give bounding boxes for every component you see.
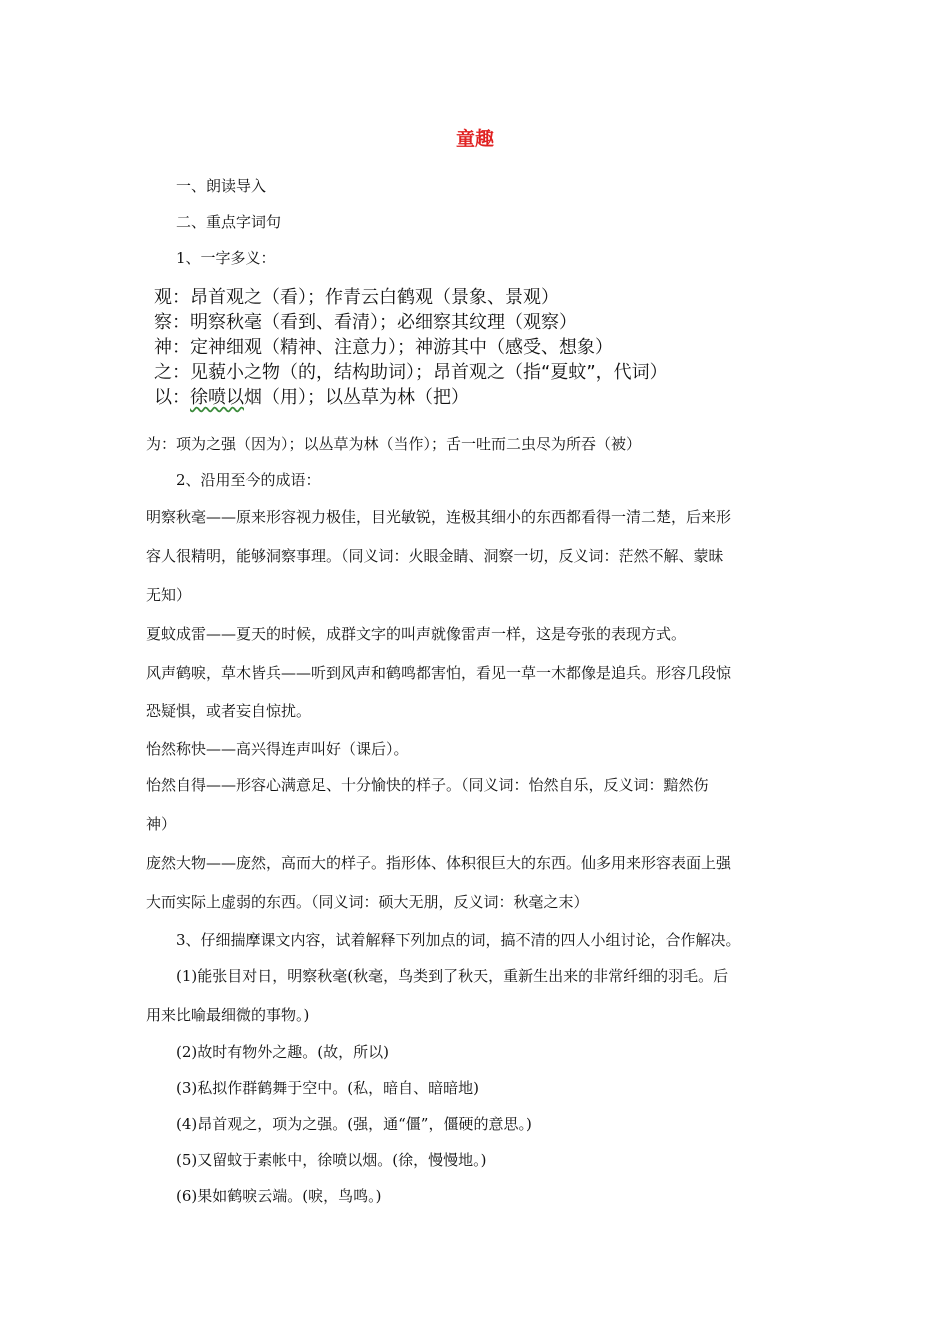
paragraph-line: 为：项为之强（因为）；以丛草为林（当作）；舌一吐而二虫尽为所吞（被） [146, 435, 642, 453]
subsection-heading: 3、仔细揣摩课文内容，试着解释下列加点的词，搞不清的四人小组讨论，合作解决。 [176, 931, 741, 949]
idiom-line: 怡然称快——高兴得连声叫好（课后）。 [146, 740, 409, 758]
exercise-line: (5)又留蚊于素帐中，徐喷以烟。(徐，慢慢地。) [176, 1151, 487, 1169]
section-heading: 二、重点字词句 [176, 213, 282, 231]
idiom-line: 神） [146, 815, 177, 833]
exercise-line: (4)昂首观之，项为之强。(强，通“僵”，僵硬的意思。) [176, 1115, 532, 1133]
polysemy-line: 之：见藐小之物（的，结构助词）；昂首观之（指“夏蚊”，代词） [154, 362, 668, 383]
idiom-line: 庞然大物——庞然，高而大的样子。指形体、体积很巨大的东西。仙多用来形容表面上强 [146, 854, 732, 872]
exercise-line: (1)能张目对日，明察秋毫(秋毫，鸟类到了秋天，重新生出来的非常纤细的羽毛。后 [176, 967, 729, 985]
spellcheck-underline: 徐喷以 [190, 387, 244, 408]
polysemy-line: 观：昂首观之（看）；作青云白鹤观（景象、景观） [154, 287, 559, 308]
idiom-line: 恐疑惧，或者妄自惊扰。 [146, 702, 312, 720]
idiom-line: 明察秋毫——原来形容视力极佳，目光敏锐，连极其细小的东西都看得一清二楚，后来形 [146, 508, 732, 526]
page-title: 童趣 [455, 128, 494, 150]
polysemy-line: 以：徐喷以烟（用）；以丛草为林（把） [154, 387, 469, 408]
polysemy-line: 神：定神细观（精神、注意力）；神游其中（感受、想象） [154, 337, 613, 358]
exercise-line: (2)故时有物外之趣。(故，所以) [176, 1043, 389, 1061]
exercise-line: (6)果如鹤唳云端。(唳，鸟鸣。) [176, 1187, 382, 1205]
idiom-line: 无知） [146, 586, 192, 604]
subsection-heading: 2、沿用至今的成语： [176, 471, 321, 489]
idiom-line: 风声鹤唳，草木皆兵——听到风声和鹤鸣都害怕，看见一草一木都像是追兵。形容几段惊 [146, 664, 732, 682]
idiom-line: 大而实际上虚弱的东西。（同义词：硕大无朋，反义词：秋毫之末） [146, 893, 589, 911]
subsection-heading: 1、一字多义： [176, 249, 276, 267]
exercise-line: 用来比喻最细微的事物。) [146, 1006, 310, 1024]
section-heading: 一、朗读导入 [176, 177, 267, 195]
idiom-line: 夏蚊成雷——夏天的时候，成群文字的叫声就像雷声一样，这是夸张的表现方式。 [146, 625, 687, 643]
idiom-line: 怡然自得——形容心满意足、十分愉快的样子。（同义词：怡然自乐，反义词：黯然伤 [146, 776, 709, 794]
polysemy-line: 察：明察秋毫（看到、看清）；必细察其纹理（观察） [154, 312, 577, 333]
exercise-line: (3)私拟作群鹤舞于空中。(私，暗自、暗暗地) [176, 1079, 479, 1097]
idiom-line: 容人很精明，能够洞察事理。（同义词：火眼金睛、洞察一切，反义词：茫然不解、蒙昧 [146, 547, 724, 565]
